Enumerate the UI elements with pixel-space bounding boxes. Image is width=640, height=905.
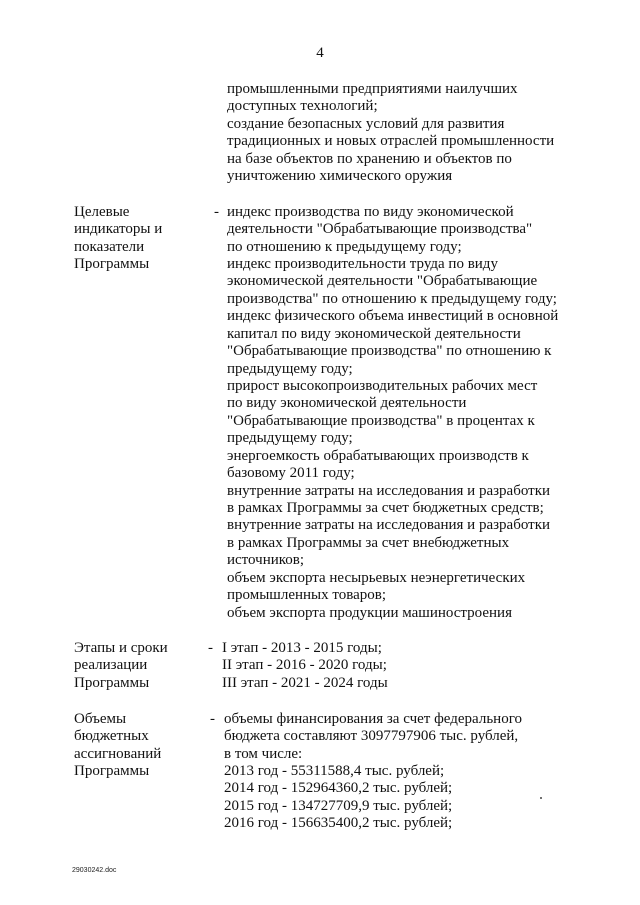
- scan-speck: [540, 797, 542, 799]
- section-content-line: индекс физического объема инвестиций в основной: [227, 308, 559, 324]
- intro-line: уничтожению химического оружия: [227, 168, 453, 184]
- section-content-line: деятельности "Обрабатывающие производства": [227, 221, 533, 237]
- section-content-line: объем экспорта продукции машиностроения: [227, 605, 512, 621]
- section-content-line: объем экспорта несырьевых неэнергетических: [227, 570, 526, 586]
- section-content-line: объемы финансирования за счет федерального: [224, 711, 522, 727]
- section-content-line: базовому 2011 году;: [227, 465, 355, 481]
- section-label: Целевые: [74, 204, 130, 220]
- section-content-line: капитал по виду экономической деятельности: [227, 326, 521, 342]
- section-label: Этапы и сроки: [74, 640, 168, 656]
- section-label: Программы: [74, 675, 150, 691]
- section-content-line: бюджета составляют 3097797906 тыс. рублей,: [224, 728, 519, 744]
- section-content-line: экономической деятельности "Обрабатывающие: [227, 273, 538, 289]
- section-content-line: "Обрабатывающие производства" по отношению к: [227, 343, 552, 359]
- section-content-line: I этап - 2013 - 2015 годы;: [222, 640, 382, 656]
- section-label: Программы: [74, 256, 150, 272]
- section-content-line: в том числе:: [224, 746, 303, 762]
- section-content-line: прирост высокопроизводительных рабочих мест: [227, 378, 538, 394]
- section-content-line: индекс производства по виду экономической: [227, 204, 514, 220]
- section-label: Программы: [74, 763, 150, 779]
- section-label: Объемы: [74, 711, 127, 727]
- section-dash: -: [208, 640, 213, 656]
- page-number: 4: [316, 45, 324, 61]
- intro-line: доступных технологий;: [227, 98, 378, 114]
- section-content-line: по виду экономической деятельности: [227, 395, 467, 411]
- section-content-line: по отношению к предыдущему году;: [227, 239, 462, 255]
- section-content-line: в рамках Программы за счет бюджетных средств;: [227, 500, 544, 516]
- section-label: показатели: [74, 239, 145, 255]
- section-content-line: в рамках Программы за счет внебюджетных: [227, 535, 510, 551]
- section-label: реализации: [74, 657, 148, 673]
- intro-line: традиционных и новых отраслей промышленности: [227, 133, 555, 149]
- section-content-line: производства" по отношению к предыдущему году;: [227, 291, 557, 307]
- section-label: ассигнований: [74, 746, 162, 762]
- section-content-line: внутренние затраты на исследования и разработки: [227, 483, 551, 499]
- section-content-line: "Обрабатывающие производства" в процентах к: [227, 413, 535, 429]
- section-content-line: предыдущему году;: [227, 430, 353, 446]
- section-content-line: 2013 год - 55311588,4 тыс. рублей;: [224, 763, 445, 779]
- section-content-line: 2015 год - 134727709,9 тыс. рублей;: [224, 798, 453, 814]
- section-label: индикаторы и: [74, 221, 163, 237]
- section-dash: -: [210, 711, 215, 727]
- section-content-line: 2014 год - 152964360,2 тыс. рублей;: [224, 780, 453, 796]
- section-content-line: промышленных товаров;: [227, 587, 387, 603]
- section-content-line: III этап - 2021 - 2024 годы: [222, 675, 388, 691]
- intro-line: промышленными предприятиями наилучших: [227, 81, 518, 97]
- section-content-line: внутренние затраты на исследования и разработки: [227, 517, 551, 533]
- intro-line: на базе объектов по хранению и объектов по: [227, 151, 512, 167]
- section-content-line: энергоемкость обрабатывающих производств к: [227, 448, 529, 464]
- section-dash: -: [214, 204, 219, 220]
- intro-line: создание безопасных условий для развития: [227, 116, 505, 132]
- section-content-line: II этап - 2016 - 2020 годы;: [222, 657, 387, 673]
- section-content-line: источников;: [227, 552, 305, 568]
- section-content-line: индекс производительности труда по виду: [227, 256, 498, 272]
- section-content-line: предыдущему году;: [227, 361, 353, 377]
- footer-filename: 29030242.doc: [72, 867, 117, 874]
- section-content-line: 2016 год - 156635400,2 тыс. рублей;: [224, 815, 453, 831]
- section-label: бюджетных: [74, 728, 149, 744]
